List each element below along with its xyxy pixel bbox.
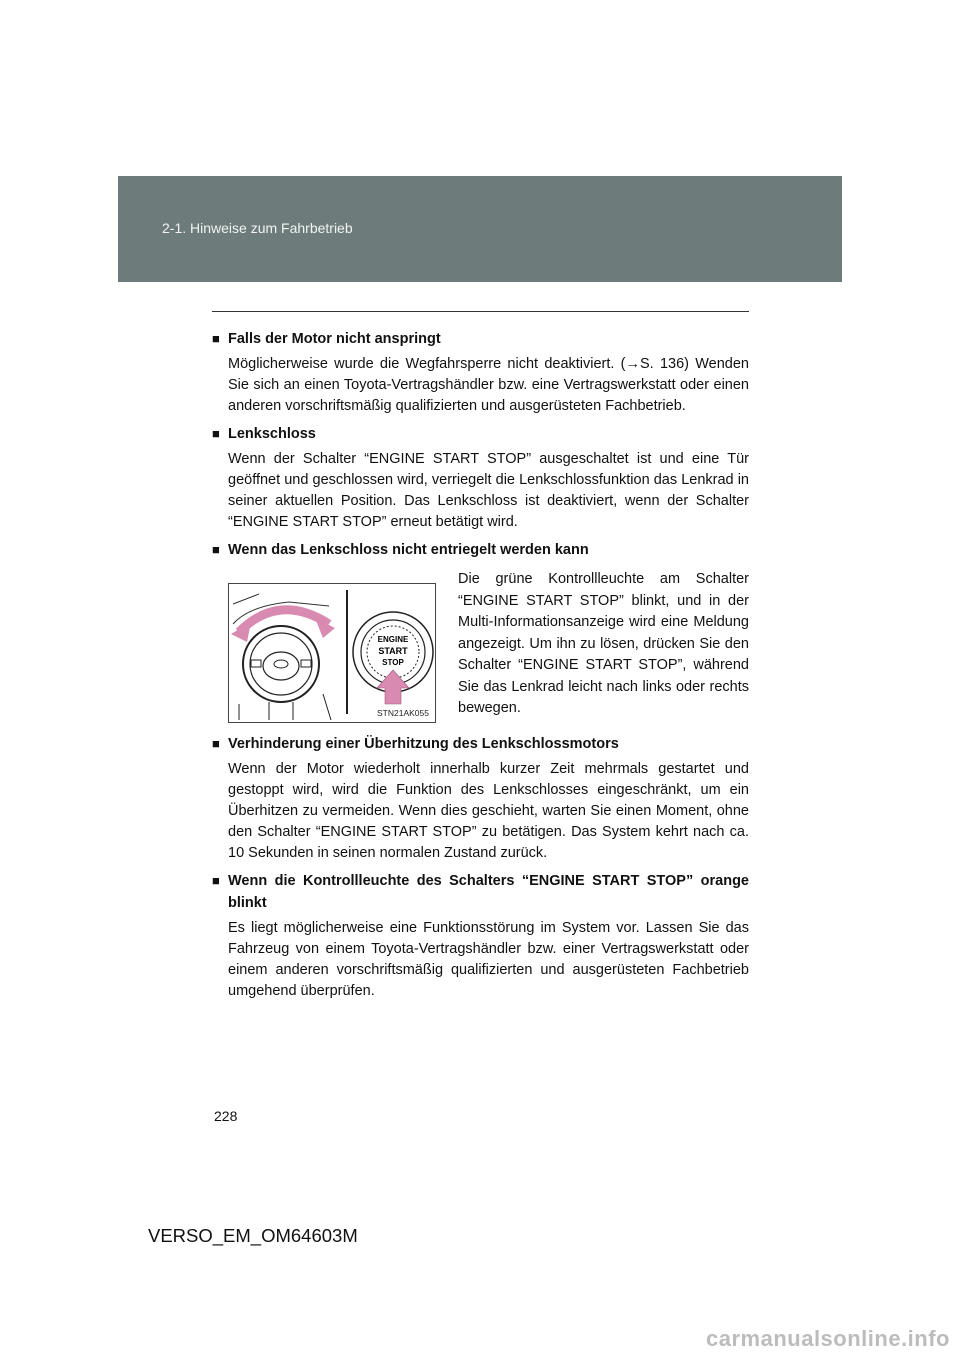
square-bullet-icon: ■ — [212, 873, 220, 888]
page-content — [212, 322, 749, 1006]
chapter-header-band — [118, 176, 842, 282]
section-heading-text: Wenn das Lenkschloss nicht entriegelt werden kann — [228, 542, 589, 558]
section-divider — [212, 311, 749, 312]
button-label: STOP — [382, 658, 404, 667]
watermark: carmanualsonline.info — [706, 1326, 950, 1351]
section-paragraph: Es liegt möglicherweise eine Funktionsstörung im System vor. Lassen Sie das Fahrzeug von einem Toyota-Vertragshändler bzw. einer Vertragswerkstatt oder einem anderen vorschriftsmäßig qualifizierten und ausgerüsteten Fachbetrieb umgehend überprüfen. — [228, 920, 749, 999]
section-heading-text: Lenkschloss — [228, 426, 316, 442]
section-heading — [212, 423, 749, 445]
section-paragraph: Wenn der Motor wiederholt innerhalb kurzer Zeit mehrmals gestartet und gestoppt wird, wird die Funktion des Lenkschlosses eingeschränkt, um ein Überhitzen zu vermeiden. Wenn dies geschieht, warten Sie einen Moment, ohne den Schalter “ENGINE START STOP” zu betätigen. Das System kehrt nach ca. 10 Sekunden in seinen normalen Zustand zurück. — [228, 761, 749, 861]
figure-code: STN21AK055 — [377, 708, 429, 718]
section-paragraph: Möglicherweise wurde die Wegfahrsperre nicht deaktiviert. (→S. 136) Wenden Sie sich an einen Toyota-Vertragshändler bzw. eine Vertragswerkstatt oder einen anderen vorschriftsmäßig qualifizierten und ausgerüsteten Fachbetrieb. — [228, 356, 749, 414]
section-heading-text: Falls der Motor nicht anspringt — [228, 331, 441, 347]
section-heading — [212, 328, 749, 350]
square-bullet-icon: ■ — [212, 542, 220, 557]
page-number: 228 — [214, 1108, 238, 1124]
figure-row — [228, 569, 749, 723]
section-heading-text: Verhinderung einer Überhitzung des Lenkschlossmotors — [228, 736, 619, 752]
section-paragraph: Wenn der Schalter “ENGINE START STOP” ausgeschaltet ist und eine Tür geöffnet und geschlossen wird, verriegelt die Lenkschlossfunktion das Lenkrad in seiner aktuellen Position. Das Lenkschloss ist deaktiviert, wenn der Schalter “ENGINE START STOP” erneut betätigt wird. — [228, 451, 749, 530]
button-label: ENGINE — [377, 635, 409, 644]
document-code: VERSO_EM_OM64603M — [148, 1225, 358, 1246]
square-bullet-icon: ■ — [212, 426, 220, 441]
steering-wheel-drawing — [229, 584, 435, 722]
square-bullet-icon: ■ — [212, 736, 220, 751]
section-heading — [212, 870, 749, 914]
figure-description: Die grüne Kontrollleuchte am Schalter “ENGINE START STOP” blinkt, und in der Multi-Informationsanzeige wird eine Meldung angezeigt. Um ihn zu lösen, drücken Sie den Schalter “ENGINE START STOP”, während Sie das Lenkrad leicht nach links oder rechts bewegen. — [458, 571, 749, 716]
section-heading — [212, 733, 749, 755]
chapter-breadcrumb: 2-1. Hinweise zum Fahrbetrieb — [162, 220, 353, 236]
section-heading — [212, 539, 749, 561]
button-label: START — [378, 646, 408, 656]
steering-wheel-illustration — [228, 583, 436, 723]
section-heading-text: Wenn die Kontrollleuchte des Schalters “ENGINE START STOP” orange blinkt — [228, 873, 749, 911]
square-bullet-icon: ■ — [212, 331, 220, 346]
